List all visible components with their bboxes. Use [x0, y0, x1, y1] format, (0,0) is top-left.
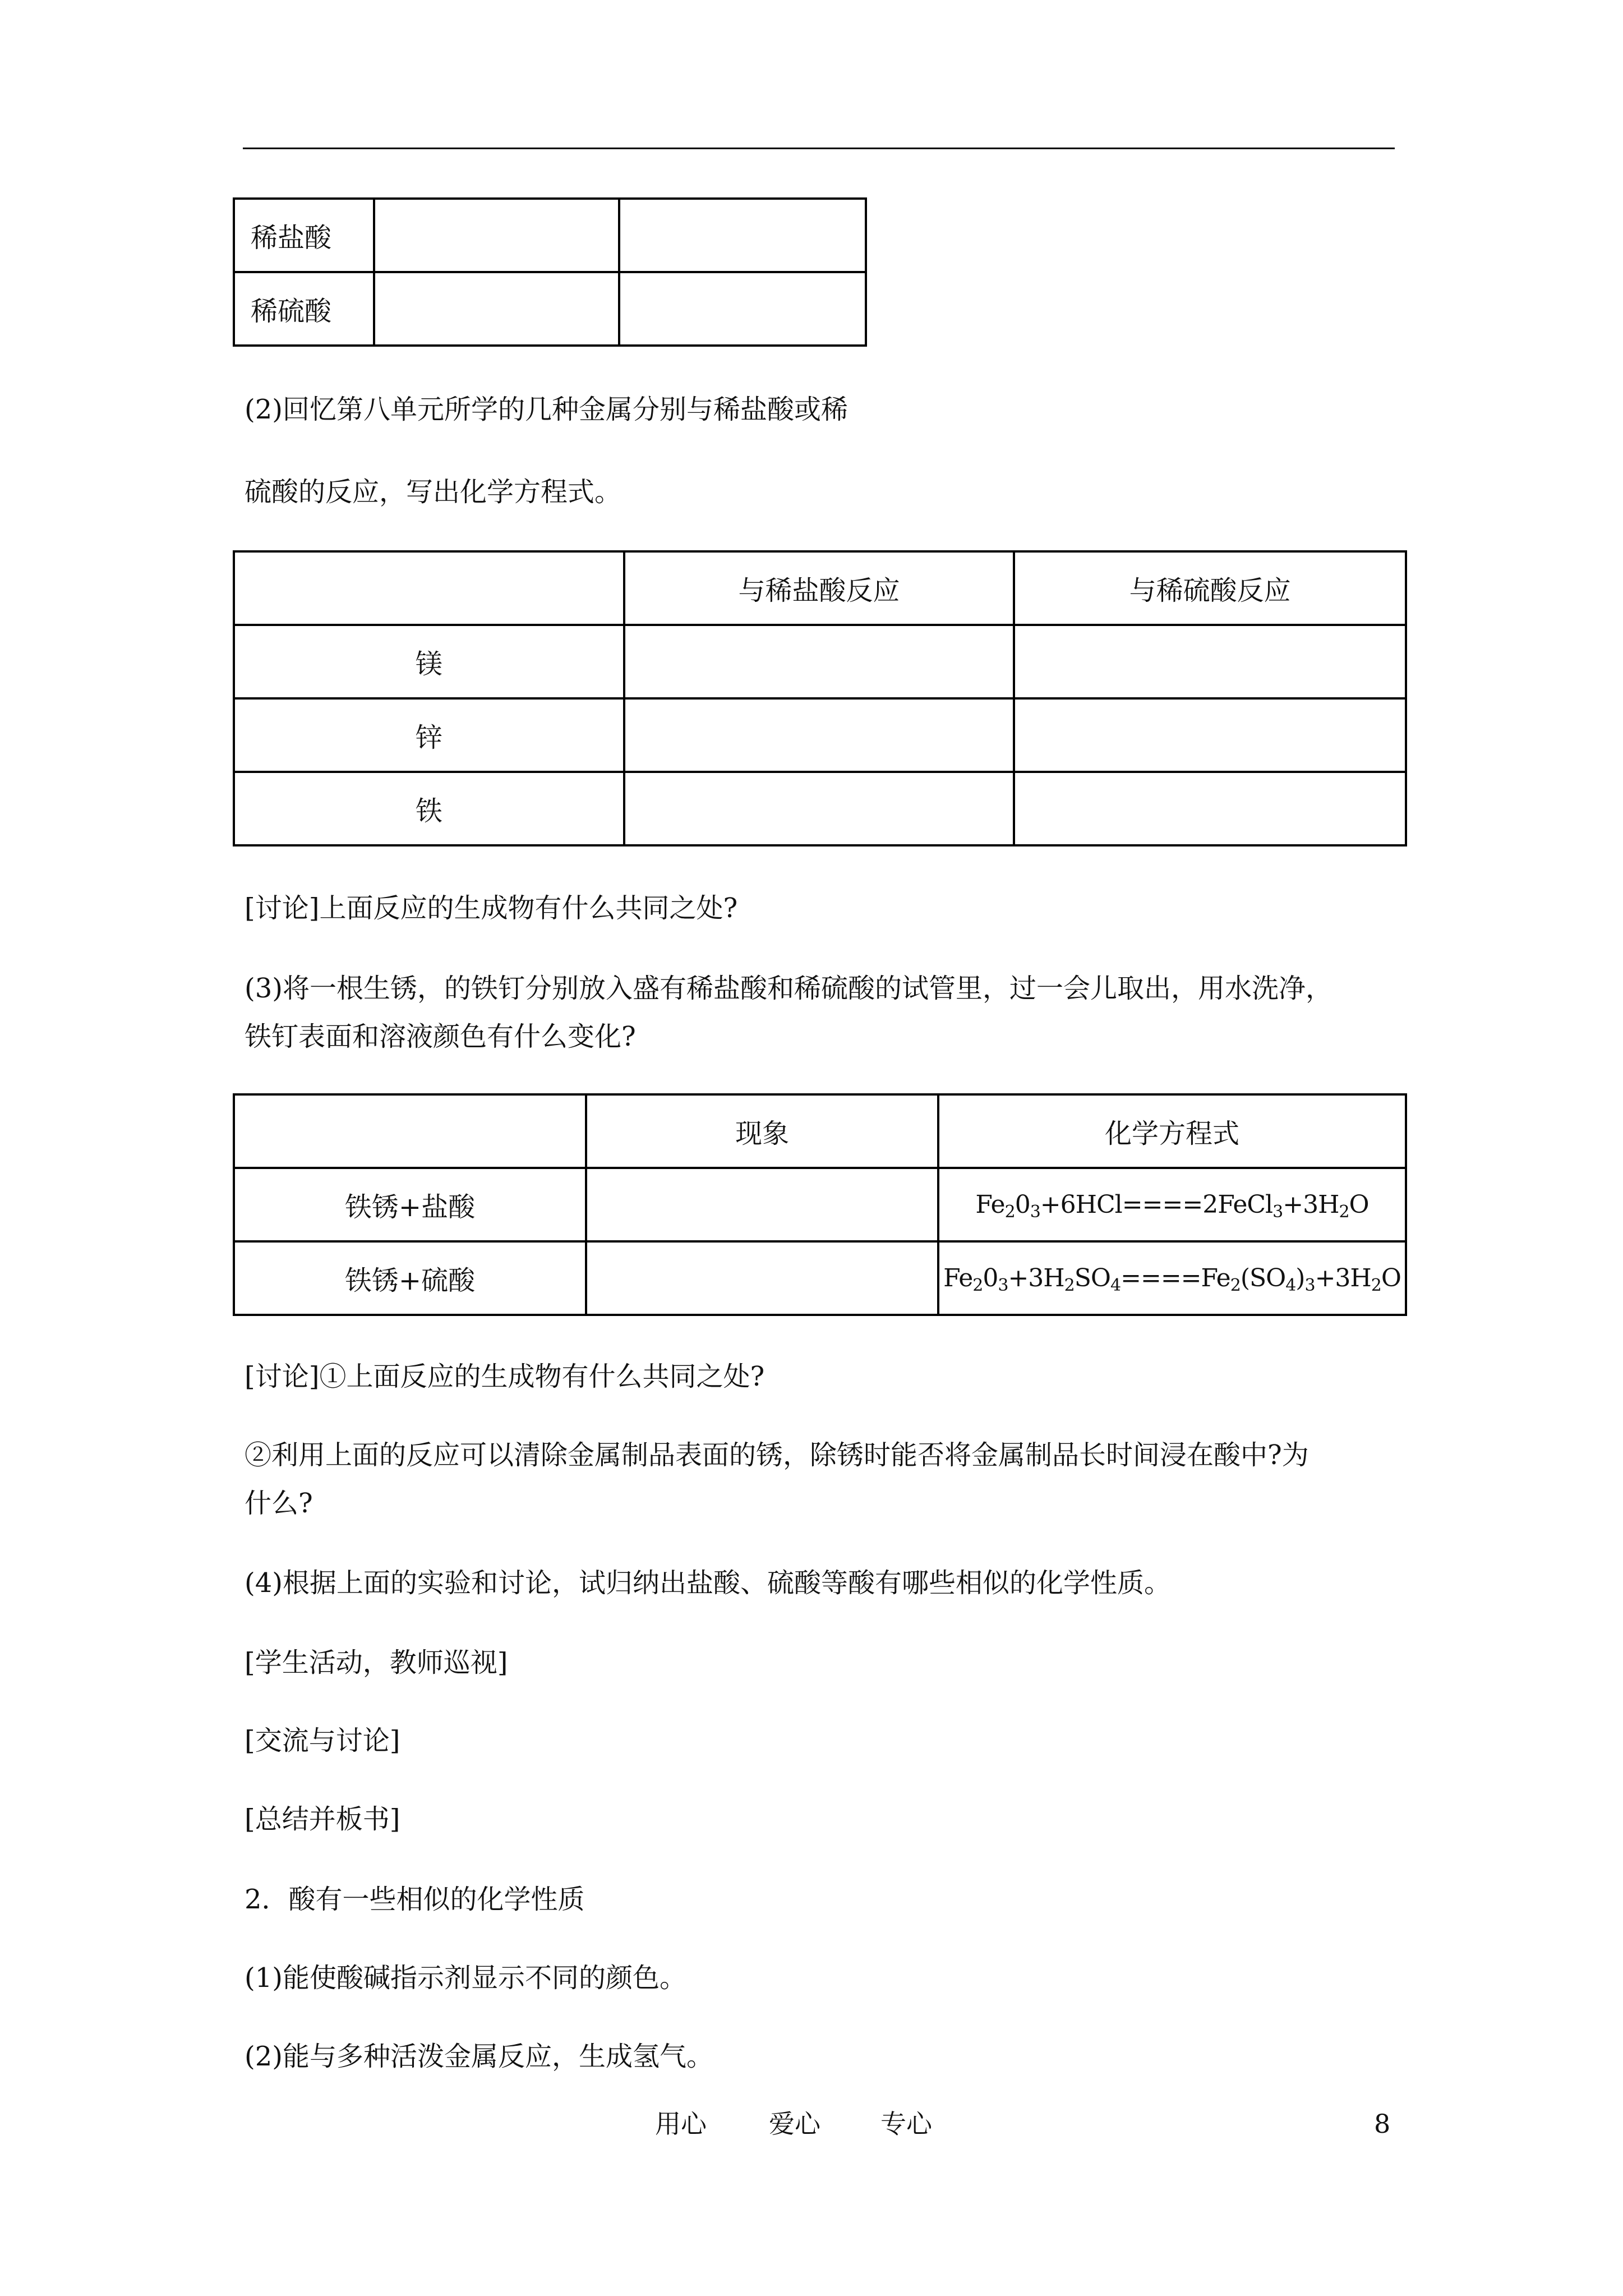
table-cell: 稀硫酸 [234, 272, 374, 346]
table-row [234, 772, 1406, 845]
table-cell [619, 199, 866, 272]
discussion-1: [讨论]上面反应的生成物有什么共同之处? [245, 892, 738, 924]
page-number: 8 [1374, 2109, 1391, 2139]
discussion-3-line-1: ②利用上面的反应可以清除金属制品表面的锈，除锈时能否将金属制品长时间浸在酸中?为 [245, 1439, 1309, 1471]
table-cell [234, 551, 624, 625]
table-cell: 锌 [234, 698, 624, 772]
table-cell: 铁 [234, 772, 624, 845]
header-rule [243, 148, 1395, 149]
table-cell [374, 199, 619, 272]
table-cell [1014, 772, 1406, 845]
table-header: 与稀硫酸反应 [1014, 551, 1406, 625]
question-2-line-2: 硫酸的反应，写出化学方程式。 [245, 476, 622, 508]
table-header-row [234, 1094, 1406, 1168]
table-cell [586, 1168, 938, 1241]
table-cell [624, 698, 1015, 772]
table-row [234, 625, 1406, 698]
table-cell [586, 1241, 938, 1315]
table-cell: 铁锈+硫酸 [234, 1241, 586, 1315]
table-header: 化学方程式 [938, 1094, 1406, 1168]
footer-word: 用心 [655, 2109, 707, 2139]
summary-note: [总结并板书] [245, 1803, 400, 1835]
question-3-line-1: (3)将一根生锈，的铁钉分别放入盛有稀盐酸和稀硫酸的试管里，过一会儿取出，用水洗净， [245, 973, 1332, 1004]
table-row [234, 199, 866, 272]
property-1: (1)能使酸碱指示剂显示不同的颜色。 [245, 1962, 686, 1994]
metal-acid-table [233, 550, 1407, 846]
question-3-line-2: 铁钉表面和溶液颜色有什么变化? [245, 1021, 636, 1052]
question-4: (4)根据上面的实验和讨论，试归纳出盐酸、硫酸等酸有哪些相似的化学性质。 [245, 1567, 1171, 1599]
table-cell: 稀盐酸 [234, 199, 374, 272]
equation-hcl: $Fe_20_3+6HCl====2FeCl_3+3H_2O$ [938, 1168, 1406, 1241]
table-cell [234, 1094, 586, 1168]
activity-note: [学生活动，教师巡视] [245, 1647, 508, 1678]
footer-word: 爱心 [769, 2109, 820, 2139]
table-cell: 镁 [234, 625, 624, 698]
table-header: 现象 [586, 1094, 938, 1168]
table-row [234, 698, 1406, 772]
property-2: (2)能与多种活泼金属反应，生成氢气。 [245, 2041, 713, 2072]
exchange-note: [交流与讨论] [245, 1725, 400, 1756]
table-row [234, 1168, 1406, 1241]
table-cell [1014, 698, 1406, 772]
table-header: 与稀盐酸反应 [624, 551, 1015, 625]
table-cell [624, 772, 1015, 845]
table-cell [619, 272, 866, 346]
rust-acid-table [233, 1093, 1407, 1316]
table-cell [624, 625, 1015, 698]
footer-word: 专心 [880, 2109, 932, 2139]
table-header-row [234, 551, 1406, 625]
point-2-heading: 2．酸有一些相似的化学性质 [245, 1884, 585, 1915]
acid-table [233, 197, 867, 347]
discussion-2: [讨论]①上面反应的生成物有什么共同之处? [245, 1361, 765, 1392]
question-2-line-1: (2)回忆第八单元所学的几种金属分别与稀盐酸或稀 [245, 394, 848, 425]
table-row [234, 1241, 1406, 1315]
table-cell [374, 272, 619, 346]
discussion-3-line-2: 什么? [245, 1488, 313, 1519]
table-cell [1014, 625, 1406, 698]
table-cell: 铁锈+盐酸 [234, 1168, 586, 1241]
equation-h2so4: $Fe_20_3+3H_2SO_4====Fe_2(SO_4)_3+3H_2O$ [938, 1241, 1406, 1315]
table-row [234, 272, 866, 346]
